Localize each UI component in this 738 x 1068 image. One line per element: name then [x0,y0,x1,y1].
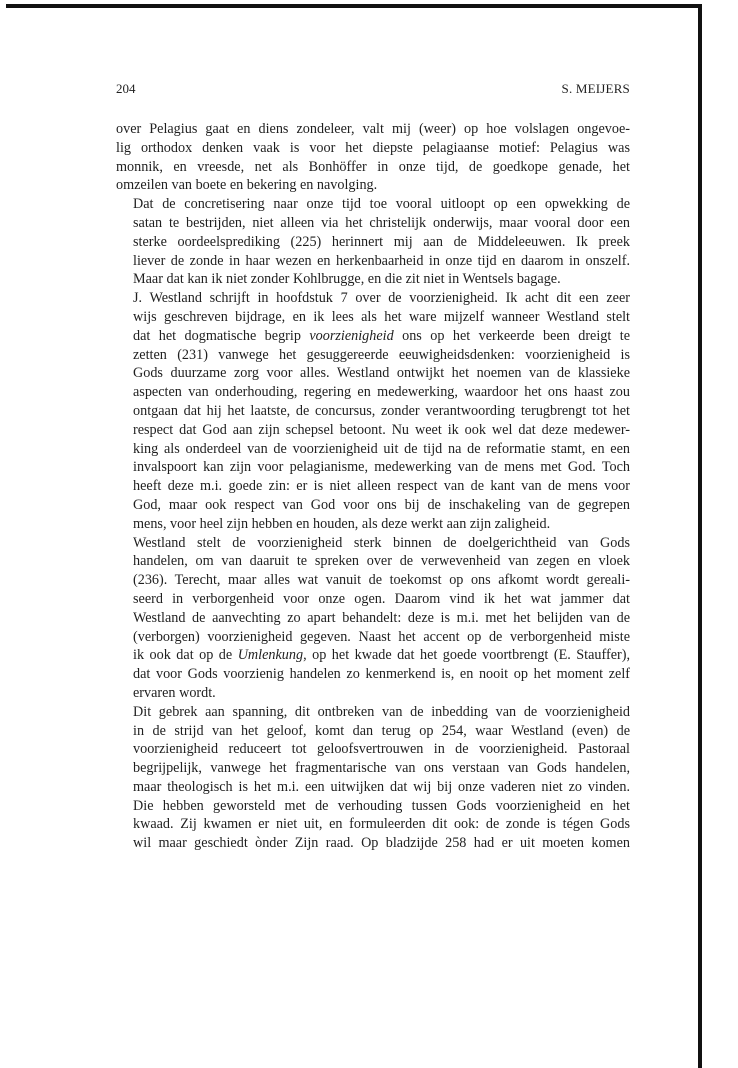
text-line [116,515,630,534]
text-segment: Dit gebrek aan spanning, dit ontbreken van de inbedding van de voorzienigheid [133,703,630,720]
text-segment: seerd in verborgenheid voor onze ogen. Daarom vind ik het wat jammer dat [133,590,630,607]
text-segment: J. Westland schrijft in hoofdstuk 7 over de voorzienigheid. Ik acht dit een zeer [133,290,630,307]
text-line [116,214,630,233]
text-segment: ontgaan dat hij het laatste, de concursus, zonder verantwoording terugbrengt tot het [133,402,630,419]
text-line [116,252,630,271]
paragraph [116,120,630,195]
body-text [116,120,630,853]
text-segment: lig orthodox denken vaak is voor het diepste pelagiaanse motief: Pelagius was [116,139,630,156]
text-line [116,571,630,590]
text-segment: dat het dogmatische begrip [133,327,310,344]
text-segment: omzeilen van boete en bekering en navolging. [116,177,378,194]
italic-term: Umlenkung [237,647,304,664]
text-line [116,289,630,308]
text-segment: liever de zonde in haar wezen en herkenbaarheid in onze tijd en daarom in onszelf. [133,252,630,269]
text-line [116,327,630,346]
text-line [116,496,630,515]
running-head: S. MEIJERS [561,81,630,96]
text-line [116,477,630,496]
text-segment: Westland de aanvechting zo apart behandelt: deze is m.i. met het belijden van de [133,609,630,626]
text-line [116,797,630,816]
text-line [116,740,630,759]
page-number: 204 [116,81,136,96]
paragraph [116,289,630,533]
text-segment: heeft deze m.i. goede zin: er is niet alleen respect van de kant van de mens voor [133,478,630,495]
text-segment: monnik, en vreesde, net als Bonhöffer in onze tijd, de goedkope genade, het [116,158,630,175]
text-segment: Gods duurzame zorg voor alles. Westland ontwijkt het noemen van de klassieke [133,365,630,382]
text-line [116,440,630,459]
text-line [116,703,630,722]
text-segment: ons op het verkeerde been dreigt te [393,327,630,344]
text-segment: wil maar geschiedt ònder Zijn raad. Op bladzijde 258 had er uit moeten komen [133,835,630,852]
text-segment: king als onderdeel van de voorzienigheid uit de tijd na de reformatie stamt, en een [133,440,630,457]
text-segment: handelen, om van daaruit te spreken over de verwevenheid van zegen en vloek [133,553,630,570]
text-line [116,590,630,609]
book-page [116,80,630,853]
text-line [116,665,630,684]
text-line [116,176,630,195]
text-line [116,722,630,741]
text-line [116,195,630,214]
text-segment: (236). Terecht, maar alles wat vanuit de toekomst op ons afkomt wordt gereali- [133,572,630,589]
text-segment: (verborgen) voorzienigheid gegeven. Naast het accent op de verborgenheid miste [133,628,630,645]
text-line [116,383,630,402]
scan-border-top [6,4,702,8]
text-segment: God, maar ook respect van God voor ons bij de inschakeling van de gegrepen [133,496,630,513]
text-segment: aspecten van onderhouding, regering en medewerking, waardoor het ons haast zou [133,384,630,401]
text-segment: dat voor Gods voorzienig handelen zo kenmerkend is, en nooit op het moment zelf [133,666,630,683]
text-line [116,402,630,421]
text-line [116,458,630,477]
paragraph [116,534,630,703]
text-segment: in de strijd van het geloof, komt dan terug op 254, waar Westland (even) de [133,722,630,739]
text-line [116,684,630,703]
text-segment: kwaad. Zij kwamen er niet uit, en formuleerden dit ook: de zonde is tégen Gods [133,816,630,833]
text-line [116,609,630,628]
text-line [116,270,630,289]
text-line [116,364,630,383]
text-segment: Westland stelt de voorzienigheid sterk binnen de doelgerichtheid van Gods [133,534,630,551]
page-header [116,80,630,98]
text-line [116,421,630,440]
text-line [116,139,630,158]
text-segment: ik ook dat op de [133,647,238,664]
text-line [116,646,630,665]
paragraph [116,703,630,853]
text-segment: sterke oordeelsprediking (225) herinnert mij aan de Middeleeuwen. Ik preek [133,233,630,250]
text-segment: begrijpelijk, vanwege het fragmentarische van ons verstaan van Gods handelen, [133,760,630,777]
text-line [116,346,630,365]
text-segment: mens, voor heel zijn hebben en houden, als deze werkt aan zijn zaligheid. [133,515,551,532]
text-segment: Dat de concretisering naar onze tijd toe vooral uitloopt op een opwekking de [133,196,630,213]
text-line [116,120,630,139]
text-line [116,834,630,853]
text-segment: Die hebben geworsteld met de verhouding tussen Gods voorzienigheid en het [133,797,630,814]
text-segment: ervaren wordt. [133,684,216,701]
italic-term: voorzienigheid [309,327,394,344]
text-line [116,158,630,177]
text-segment: voorzienigheid reduceert tot geloofsvertrouwen in de voorzienigheid. Pastoraal [133,741,630,758]
text-segment: Maar dat kan ik niet zonder Kohlbrugge, en die zit niet in Wentsels bagage. [133,271,561,288]
text-segment: maar theologisch is het m.i. een uitwijken dat wij bij onze vaderen niet zo vinden. [133,778,630,795]
text-segment: wijs geschreven bijdrage, en ik lees als het ware mijzelf wanneer Westland stelt [133,308,630,325]
text-segment: , op het kwade dat het goede voortbrengt (E. Stauffer), [303,647,630,664]
text-line [116,778,630,797]
text-segment: respect dat God aan zijn schepsel betoont. Nu weet ik ook wel dat deze medewer- [133,421,630,438]
paragraph [116,195,630,289]
text-segment: invalspoort kan zijn voor pelagianisme, medewerking van de mens met God. Toch [133,459,630,476]
text-segment: over Pelagius gaat en diens zondeleer, valt mij (weer) op hoe volslagen ongevoe- [116,121,630,137]
text-line [116,552,630,571]
text-line [116,308,630,327]
text-line [116,815,630,834]
scan-border-right [698,4,702,1068]
text-line [116,233,630,252]
text-line [116,628,630,647]
text-line [116,759,630,778]
text-line [116,534,630,553]
text-segment: zetten (231) vanwege het gesuggereerde eeuwigheidsdenken: voorzienigheid is [133,346,630,363]
text-segment: satan te bestrijden, niet alleen via het christelijk onderwijs, maar vooral door een [133,214,630,231]
